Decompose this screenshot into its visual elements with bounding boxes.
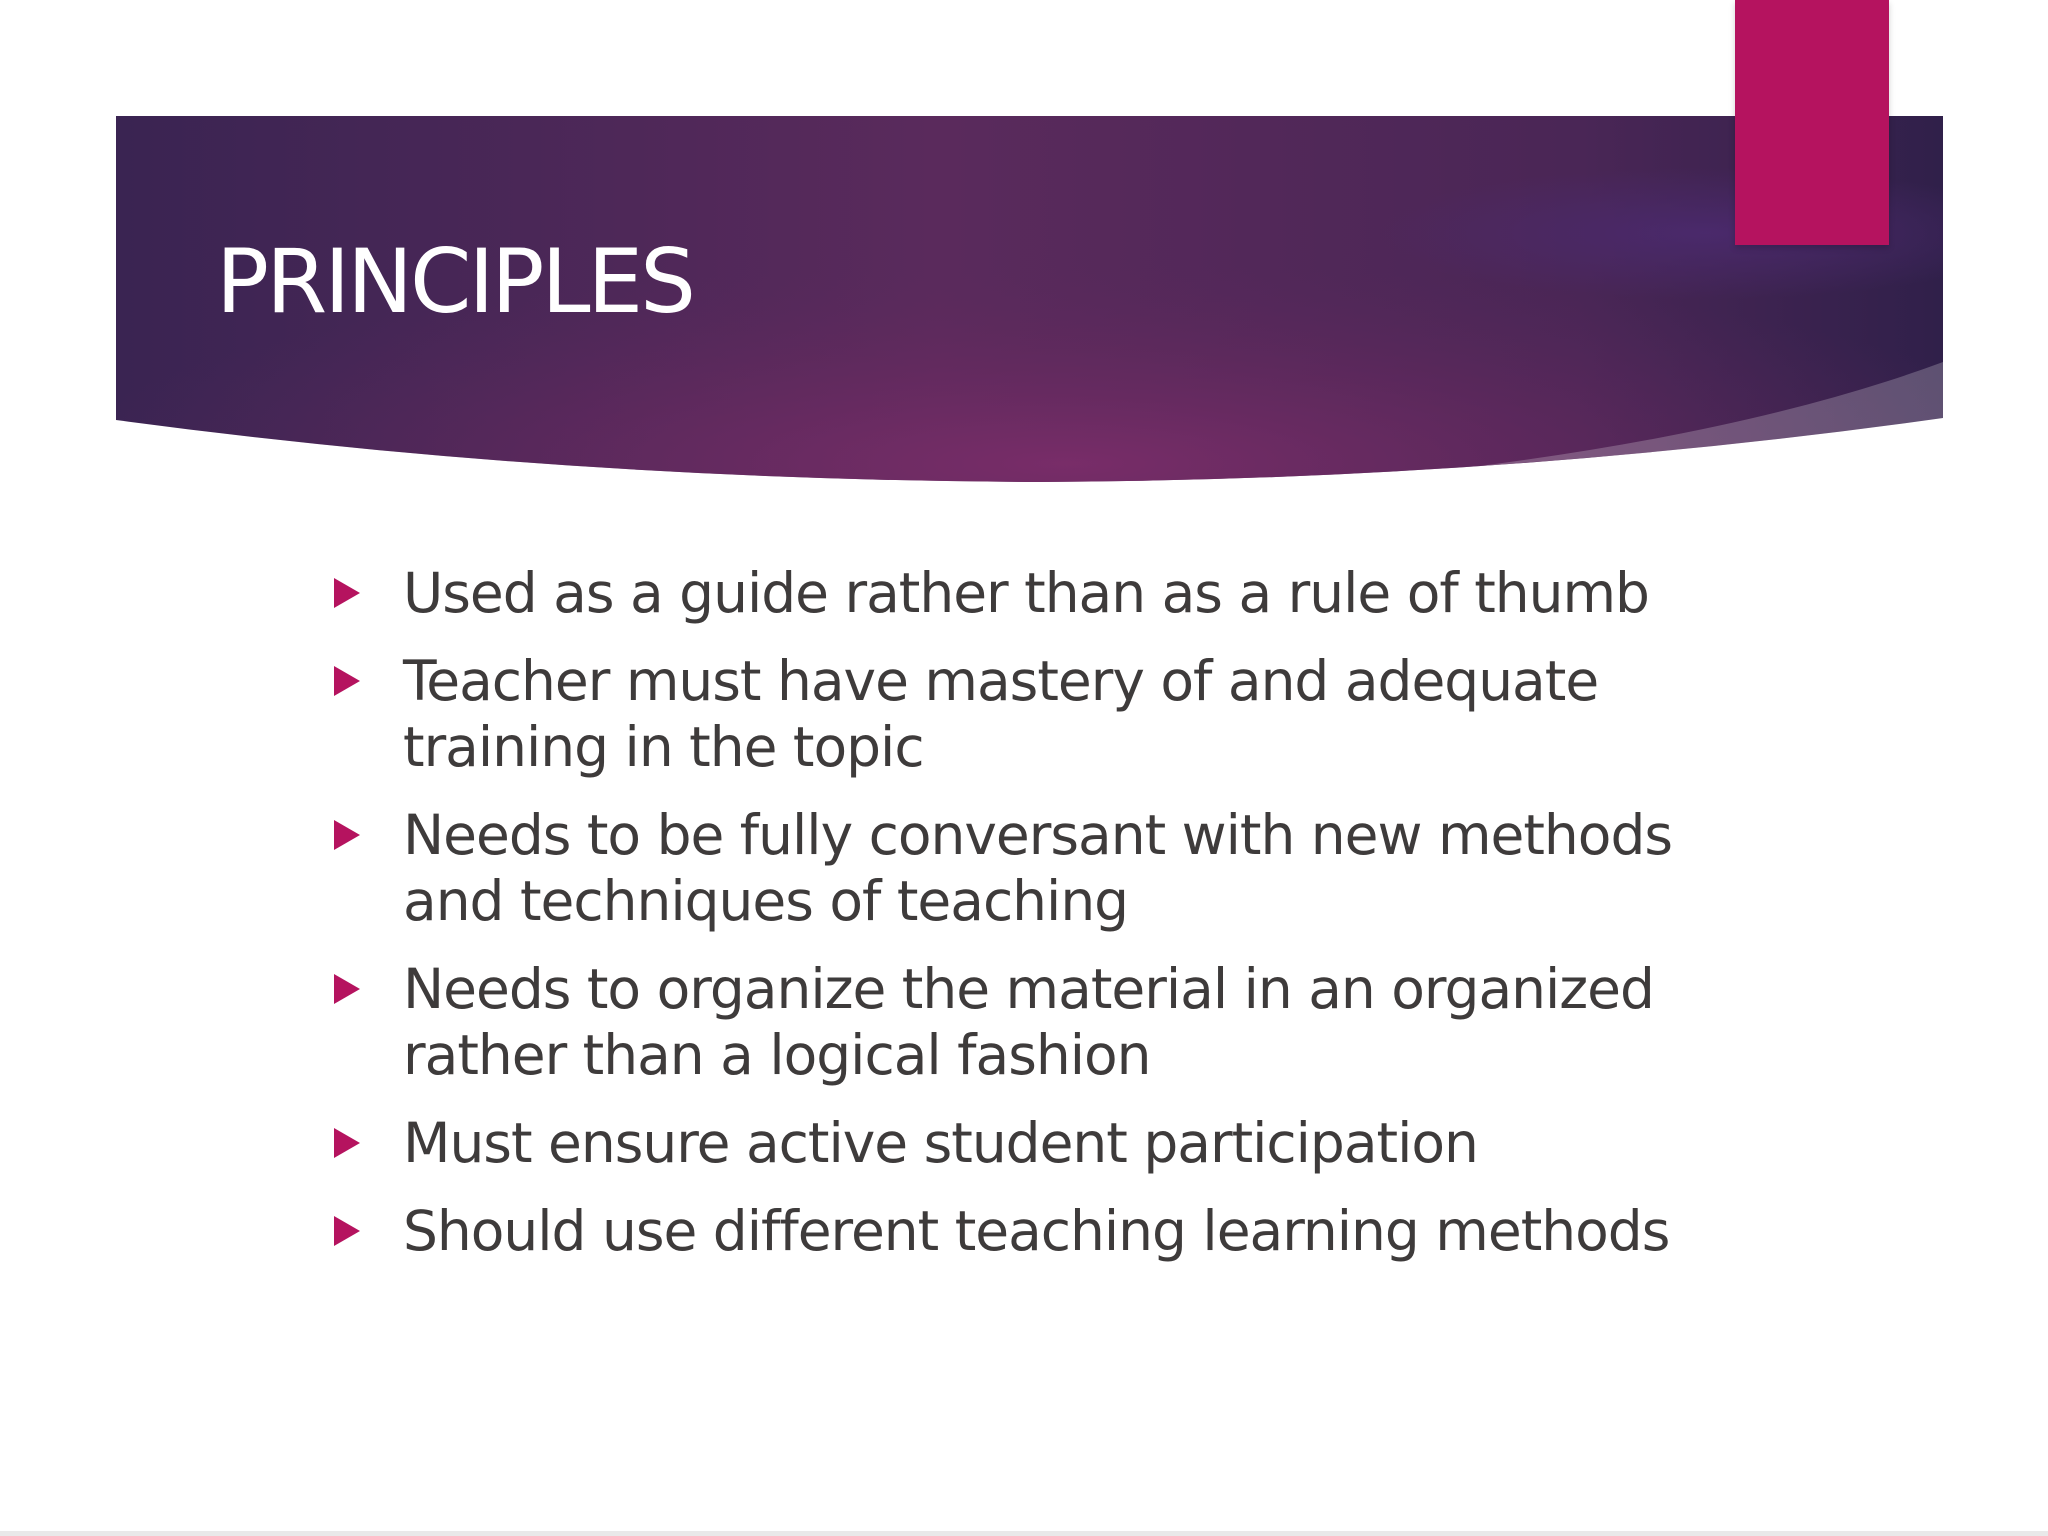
bullet-text: Must ensure active student participation (403, 1111, 1478, 1175)
right-triangle-icon (334, 666, 360, 696)
bullet-text: Teacher must have mastery of and adequate training in the topic (403, 649, 1599, 779)
accent-tab (1735, 0, 1889, 245)
slide-title: PRINCIPLES (216, 230, 693, 333)
right-triangle-icon (334, 578, 360, 608)
right-triangle-icon (334, 974, 360, 1004)
bullet-list (320, 560, 1760, 1286)
list-item (320, 560, 1760, 626)
bullet-text: Needs to be fully conversant with new methods and techniques of teaching (403, 803, 1673, 933)
list-item (320, 802, 1760, 934)
bottom-divider (0, 1531, 2048, 1536)
bullet-text: Should use different teaching learning methods (403, 1199, 1670, 1263)
list-item (320, 648, 1760, 780)
list-item (320, 1110, 1760, 1176)
right-triangle-icon (334, 820, 360, 850)
list-item (320, 956, 1760, 1088)
right-triangle-icon (334, 1128, 360, 1158)
list-item (320, 1198, 1760, 1264)
bullet-text: Needs to organize the material in an organized rather than a logical fashion (403, 957, 1654, 1087)
right-triangle-icon (334, 1216, 360, 1246)
bullet-text: Used as a guide rather than as a rule of thumb (403, 561, 1649, 625)
